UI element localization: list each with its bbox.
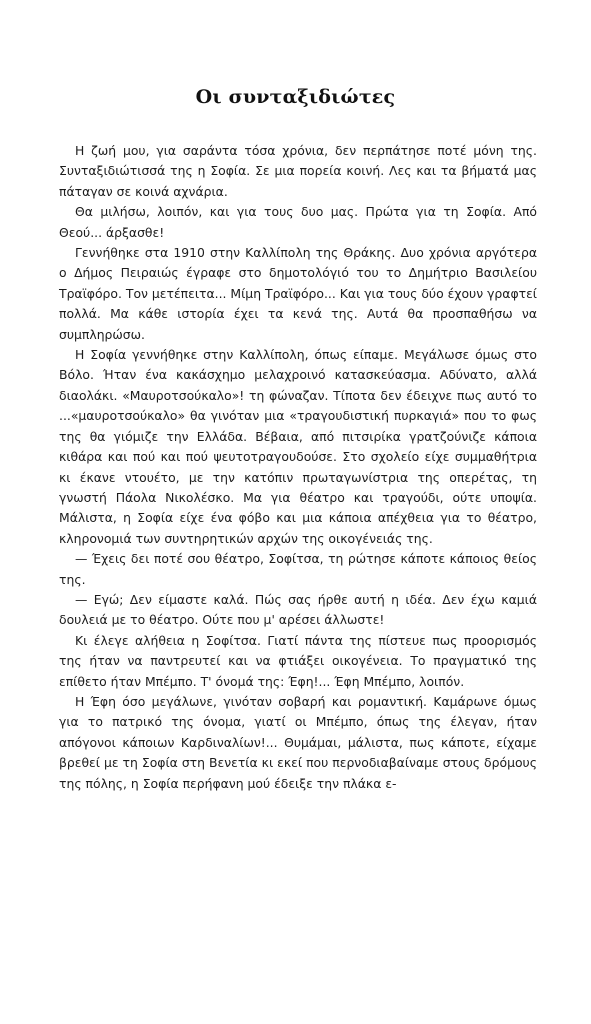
paragraph: Γεννήθηκε στα 1910 στην Καλλίπολη της Θράκης. Δυο χρόνια αργότερα ο Δήμος Πειραιώς έγραφε στο δημοτολόγιό του το Δημήτριο Βασιλείου Τραϊφόρο. Τον μετέπειτα... Μίμη Τραϊφόρο... Και για τους δύο έχουν γραφτεί πολλά. Μα κάθε ιστορία έχει τα κενά της. Αυτά θα προσπαθήσω να συμπληρώσω.	[59, 245, 537, 342]
paragraph: Η Έφη όσο μεγάλωνε, γινόταν σοβαρή και ρομαντική. Καμάρωνε όμως για το πατρικό της όνομα, γιατί οι Μπέμπο, όπως της έλεγαν, ήταν απόγονοι κάποιων Καρδιναλίων!... Θυμάμαι, μάλιστα, πως κάποτε, είχαμε βρεθεί με τη Σοφία στη Βενετία κι εκεί που περνοδιαβαίναμε στους δρόμους της πόλης, η Σοφία περήφανη μού έδειξε την πλάκα ε-	[59, 693, 537, 791]
dialogue-line: — Εγώ; Δεν είμαστε καλά. Πώς σας ήρθε αυτή η ιδέα. Δεν έχω καμιά δουλειά με το θέατρο. Ούτε που μ' αρέσει άλλωστε!	[59, 591, 537, 628]
body-text	[59, 141, 537, 794]
chapter-title: Οι συνταξιδιώτες	[195, 86, 396, 108]
dialogue-line: — Έχεις δει ποτέ σου θέατρο, Σοφίτσα, τη ρώτησε κάποτε κάποιος θείος της.	[59, 551, 537, 587]
paragraph: Κι έλεγε αλήθεια η Σοφίτσα. Γιατί πάντα της πίστευε πως προορισμός της ήταν να παντρευτεί και να φτιάξει οικογένεια. Το πραγματικό της επίθετο ήταν Μπέμπο. Τ' όνομά της: Έφη!... Έφη Μπέμπο, λοιπόν.	[59, 632, 537, 689]
paragraph: Θα μιλήσω, λοιπόν, και για τους δυο μας. Πρώτα για τη Σοφία. Από Θεού... άρξασθε!	[59, 204, 537, 240]
paragraph: Η ζωή μου, για σαράντα τόσα χρόνια, δεν περπάτησε ποτέ μόνη της. Συνταξιδιώτισσά της η Σοφία. Σε μια πορεία κοινή. Λες και τα βήματά μας πάταγαν σε κοινά αχνάρια.	[59, 143, 537, 199]
paragraph: Η Σοφία γεννήθηκε στην Καλλίπολη, όπως είπαμε. Μεγάλωσε όμως στο Βόλο. Ήταν ένα κακάσχημο μελαχροινό κατασκεύασμα. Αδύνατο, αλλά διαολάκι. «Μαυροτσούκαλο»! τη φώναζαν. Τίποτα δεν έδειχνε πως αυτό το ...«μαυροτσούκαλο» θα γινόταν μια «τραγουδιστική πυρκαγιά» που το φως της θα γιόμιζε την Ελλάδα. Βέβαια, από πιτσιρίκα γρατζούνιζε κάποια κιθάρα και πού και πού ψευτοτραγουδούσε. Στο σχολείο είχε συμμαθήτρια κι έκανε ντουέτο, με την κατόπιν πρωταγωνίστρια της οπερέτας, τη γνωστή Πάολα Νικολέσκο. Μα για θέατρο και τραγούδι, ούτε υποψία. Μάλιστα, η Σοφία είχε ένα φόβο και μια κάποια απέχθεια για το θέατρο, κληρονομιά των συντηρητικών αρχών της οικογένειάς της.	[59, 347, 537, 546]
